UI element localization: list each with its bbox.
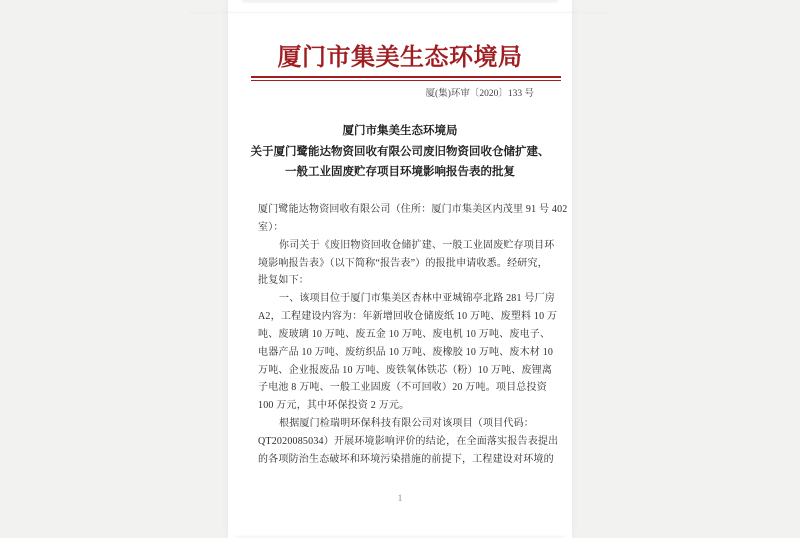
- body-line: 境影响报告表》（以下简称“报告表”）的报批申请收悉。经研究，: [258, 257, 548, 269]
- body-line: 一、该项目位于厦门市集美区杏林中亚城锦亭北路 281 号厂房: [279, 293, 555, 305]
- body-line: A2，工程建设内容为：年新增回收仓储废纸 10 万吨、废塑料 10 万: [258, 311, 558, 323]
- body-line: 的各项防治生态破坏和环境污染措施的前提下，工程建设对环境的: [258, 453, 554, 465]
- body-line: 根据厦门检瑞明环保科技有限公司对该项目（项目代码：: [279, 418, 534, 430]
- title-line-1: 厦门市集美生态环境局: [342, 125, 458, 137]
- agency-letterhead-title: 厦门市集美生态环境局: [277, 45, 523, 71]
- top-edge-smudge: [242, 0, 558, 2]
- body-line: QT2020085034）开展环境影响评价的结论，在全面落实报告表提出: [258, 435, 559, 447]
- body-line: 批复如下：: [258, 275, 309, 287]
- title-line-3: 一般工业固废贮存项目环境影响报告表的批复: [285, 166, 515, 178]
- body-line: 你司关于《废旧物资回收仓储扩建、一般工业固废贮存项目环: [279, 239, 555, 251]
- document-title: [228, 121, 572, 183]
- document-page: [228, 0, 572, 538]
- document-body: [258, 201, 568, 469]
- body-line: 万吨、企业报废品 10 万吨、废铁氧体铁芯（粉）10 万吨、废锂离: [258, 364, 553, 376]
- body-line: 100 万元，其中环保投资 2 万元。: [258, 400, 410, 412]
- body-line: 厦门鹭能达物资回收有限公司（住所：厦门市集美区内茂里 91 号 402: [258, 204, 568, 215]
- page-number: 1: [397, 493, 403, 503]
- body-line: 子电池 8 万吨、一般工业固废（不可回收）20 万吨。项目总投资: [258, 382, 547, 394]
- title-line-2: 关于厦门鹭能达物资回收有限公司废旧物资回收仓储扩建、: [250, 145, 550, 158]
- body-line: 吨、废玻璃 10 万吨、废五金 10 万吨、废电机 10 万吨、废电子、: [258, 328, 551, 340]
- body-line: 电器产品 10 万吨、废纺织品 10 万吨、废橡胶 10 万吨、废木材 10: [258, 346, 554, 358]
- top-edge-smudge-secondary: [188, 12, 608, 13]
- letterhead-double-rule: [251, 76, 561, 81]
- body-line: 室）：: [258, 221, 284, 233]
- document-reference-number: 厦(集)环审〔2020〕133 号: [425, 89, 534, 99]
